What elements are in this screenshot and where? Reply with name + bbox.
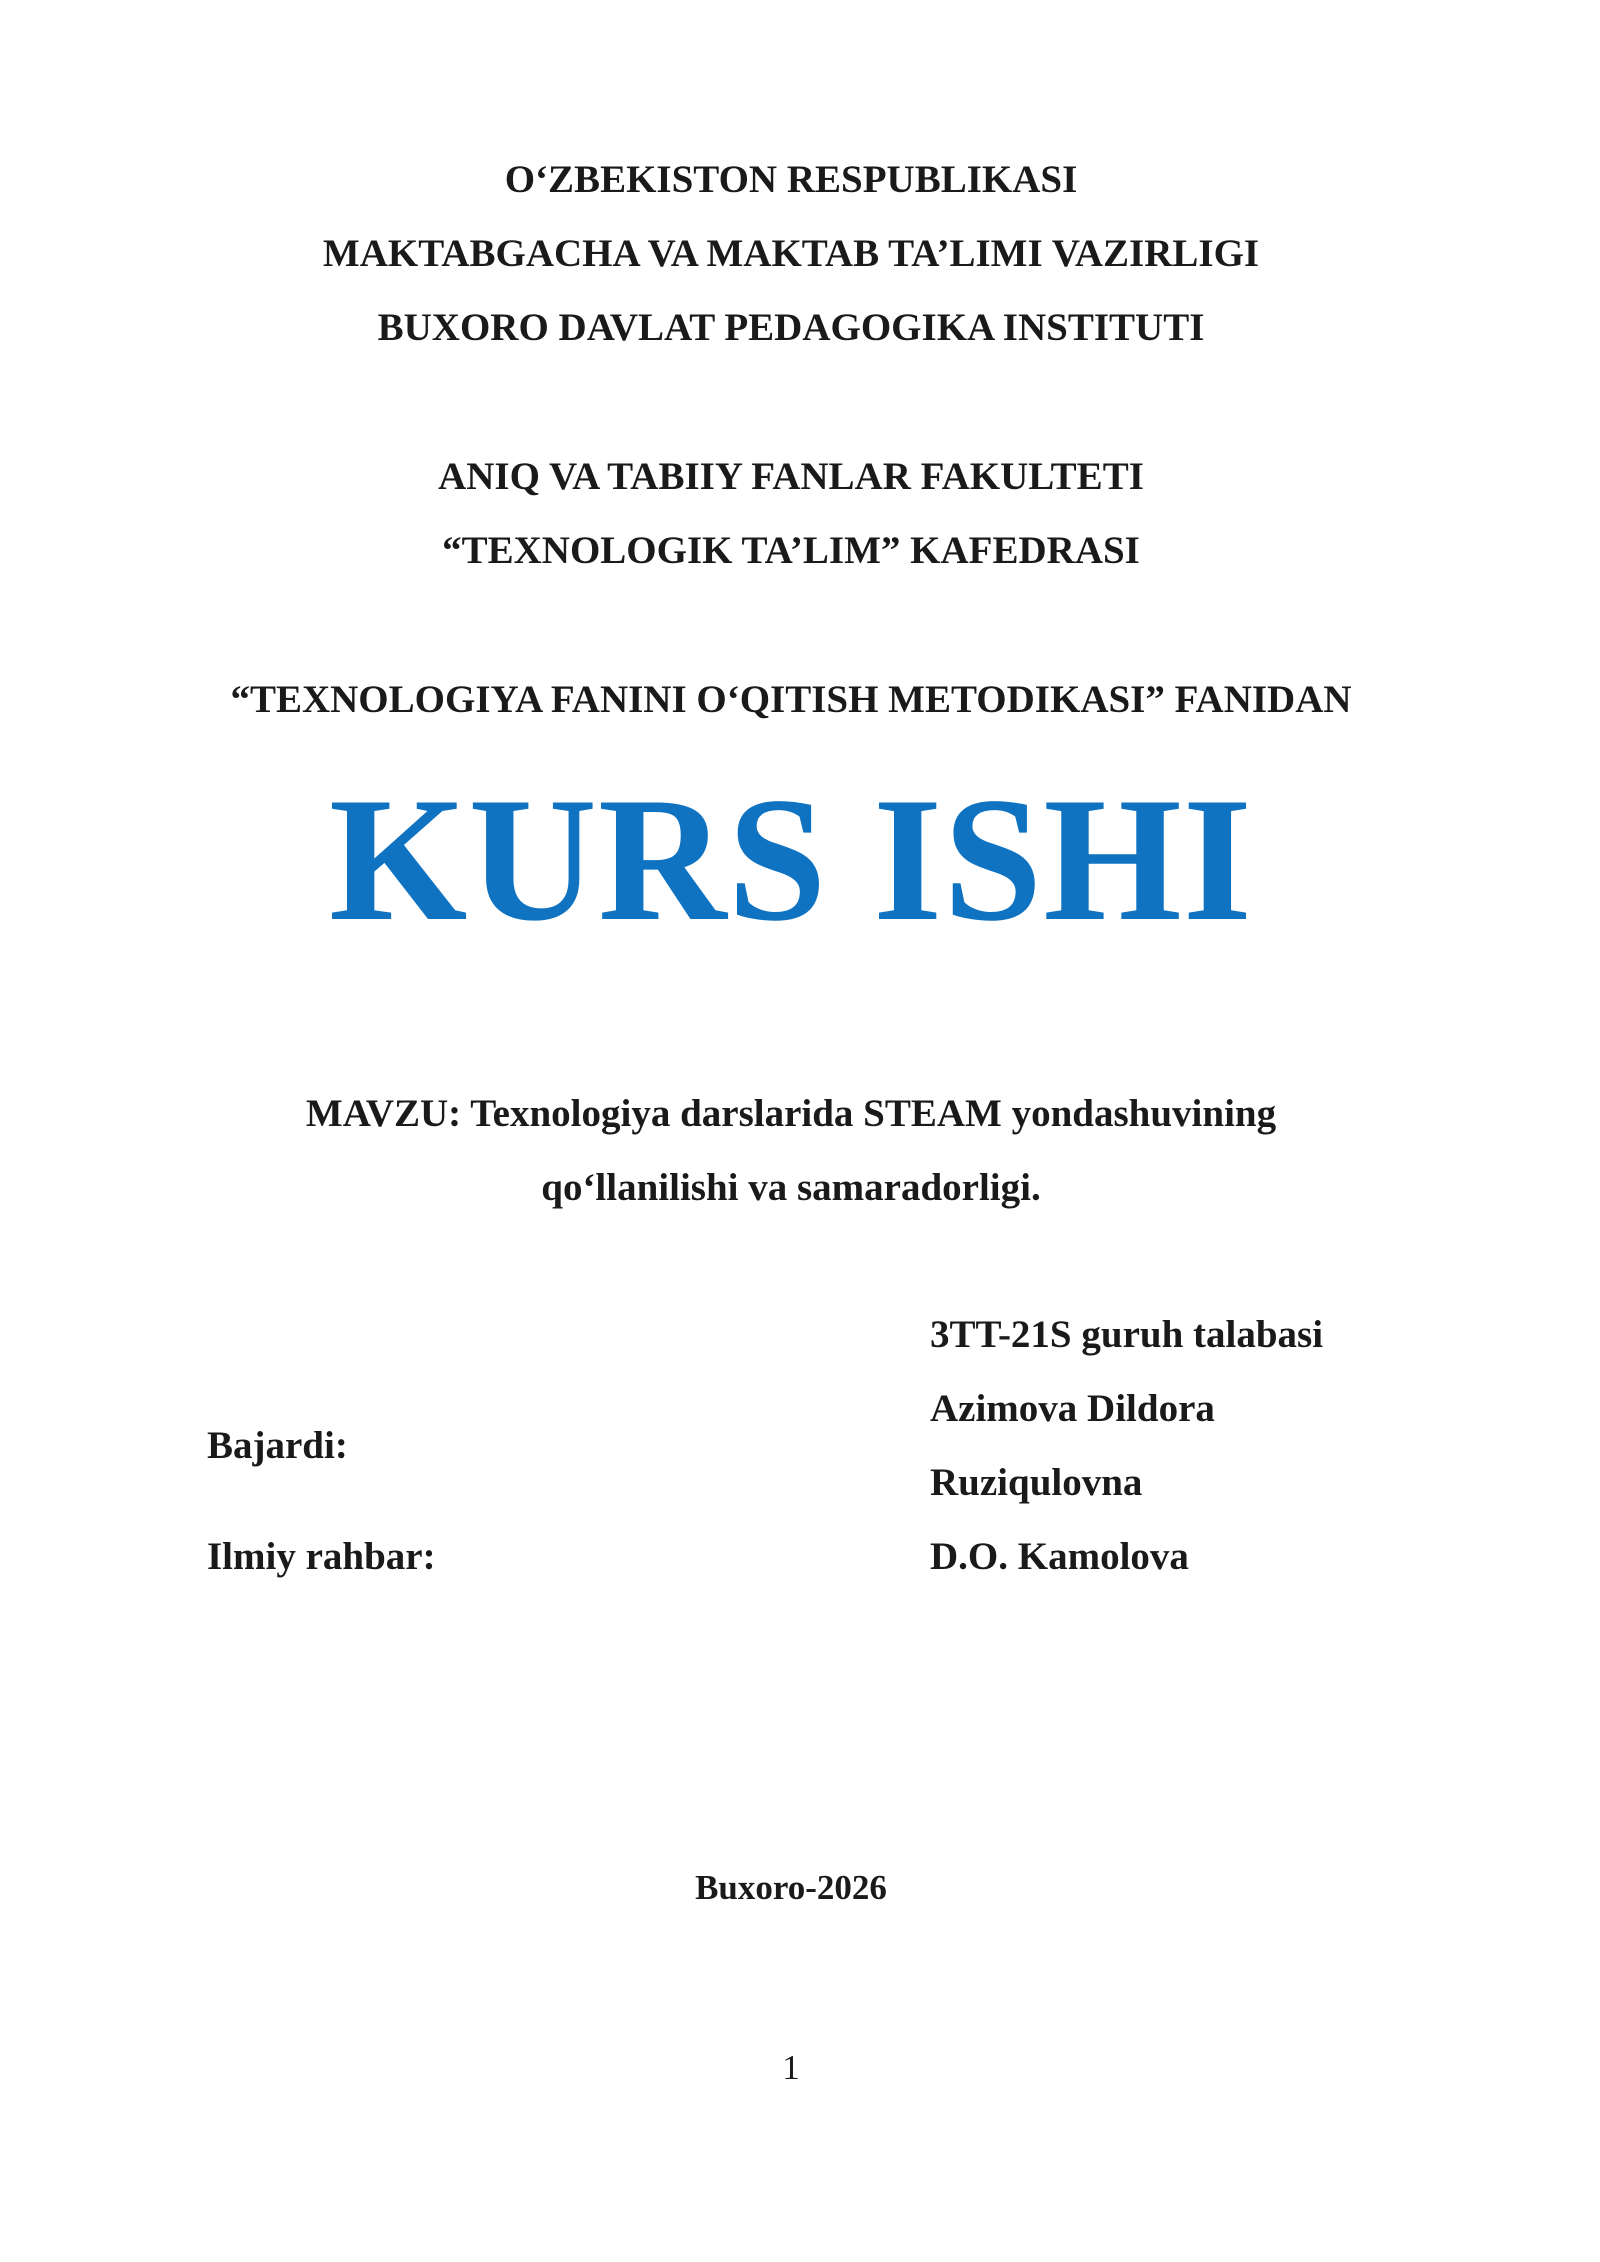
city-year-container — [0, 1870, 1600, 1905]
ministry-country-line: O‘ZBEKISTON RESPUBLIKASI — [504, 158, 1078, 201]
document-title: KURS ISHI — [328, 760, 1254, 958]
performed-by-label: Bajardi: — [207, 1424, 348, 1467]
page-number: 1 — [782, 2048, 800, 2087]
supervisor-label: Ilmiy rahbar: — [207, 1535, 436, 1578]
ministry-name-line: MAKTABGACHA VA MAKTAB TA’LIMI VAZIRLIGI — [322, 232, 1260, 275]
student-group: 3TT-21S guruh talabasi — [930, 1313, 1324, 1356]
city-year: Buxoro-2026 — [695, 1868, 887, 1907]
topic-line-1: MAVZU: Texnologiya darslarida STEAM yondashuvining — [305, 1092, 1277, 1135]
page-number-container — [0, 2050, 1600, 2085]
faculty-name-line: ANIQ VA TABIIY FANLAR FAKULTETI — [438, 455, 1144, 498]
document-title-container — [0, 760, 1600, 958]
topic-line-2: qo‘llanilishi va samaradorligi. — [541, 1166, 1041, 1209]
department-name-line: “TEXNOLOGIK TA’LIM” KAFEDRASI — [442, 529, 1140, 572]
student-name-first: Azimova Dildora — [930, 1387, 1215, 1430]
student-name-patronymic: Ruziqulovna — [930, 1461, 1143, 1504]
institute-name-line: BUXORO DAVLAT PEDAGOGIKA INSTITUTI — [377, 306, 1205, 349]
supervisor-name: D.O. Kamolova — [930, 1535, 1189, 1578]
subject-line: “TEXNOLOGIYA FANINI O‘QITISH METODIKASI” FANIDAN — [230, 678, 1352, 721]
